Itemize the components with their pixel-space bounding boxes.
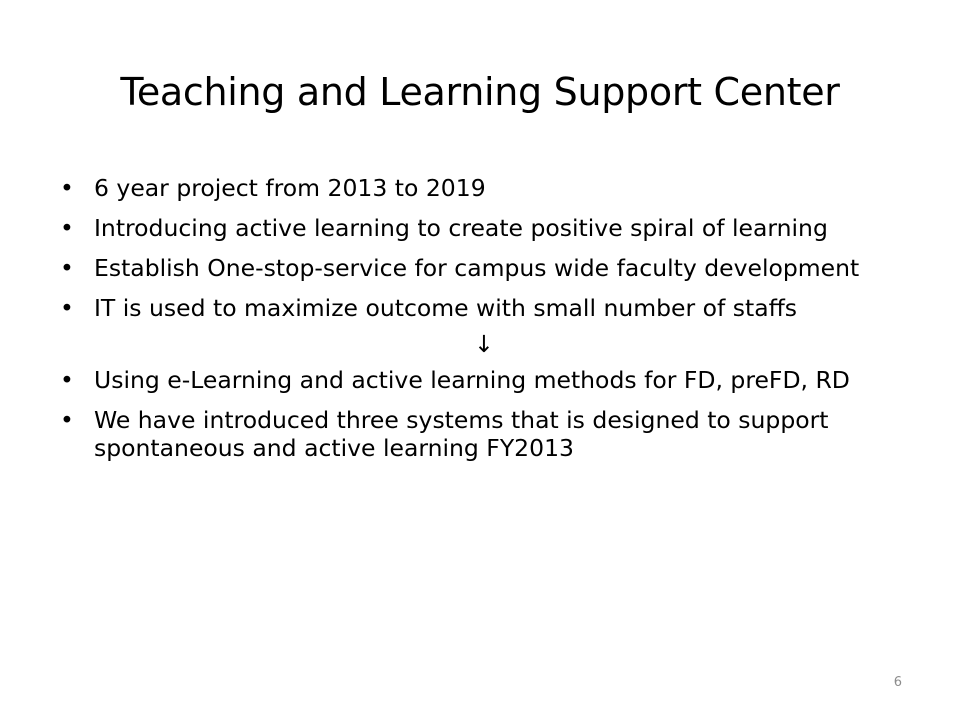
bullet-item [58, 254, 918, 282]
bullet-text: Using e-Learning and active learning methods for FD, preFD, RD [94, 366, 850, 394]
bullet-dot: • [60, 214, 74, 242]
bullet-dot: • [60, 406, 74, 434]
slide-title: Teaching and Learning Support Center [120, 70, 840, 114]
bullet-dot: • [60, 174, 74, 202]
bullet-dot: • [60, 294, 74, 322]
bullet-text: Introducing active learning to create positive spiral of learning [94, 214, 828, 242]
bullet-dot: • [60, 366, 74, 394]
bullet-text: IT is used to maximize outcome with small number of staffs [94, 294, 798, 322]
bullet-list [58, 174, 918, 474]
bullet-item [58, 214, 918, 242]
bullet-dot: • [60, 254, 74, 282]
bullet-item [58, 294, 918, 322]
bullet-item [58, 174, 918, 202]
bullet-text: Establish One-stop-service for campus wide faculty development [94, 254, 860, 282]
down-arrow-icon: ↓ [474, 330, 494, 358]
bullet-item [58, 366, 918, 394]
bullet-item [58, 406, 918, 462]
bullet-text: 6 year project from 2013 to 2019 [94, 174, 486, 202]
bullet-text: We have introduced three systems that is designed to support spontaneous and active learning FY2013 [94, 406, 829, 462]
page-number: 6 [893, 675, 902, 690]
